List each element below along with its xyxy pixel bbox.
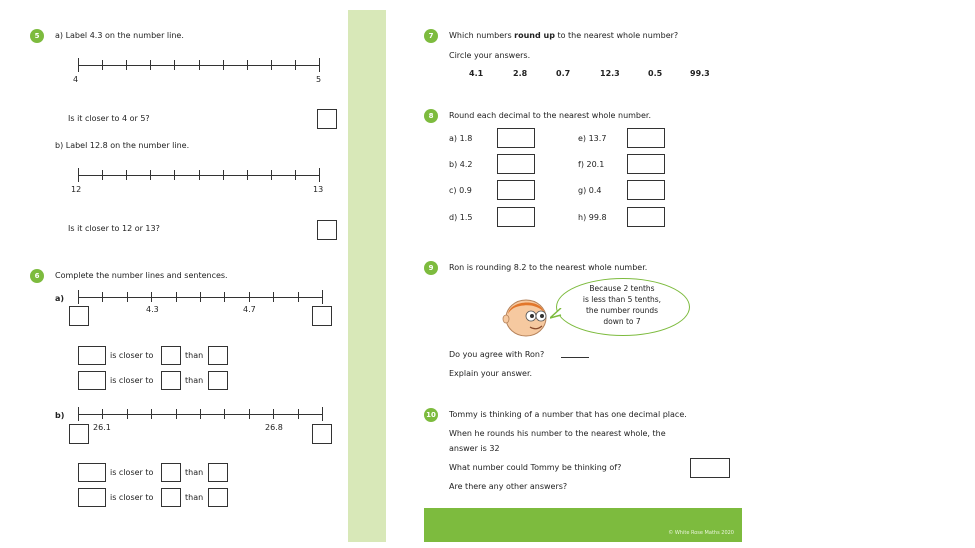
- q10-question: What number could Tommy be thinking of?: [449, 463, 622, 472]
- q6a-s2-box-3[interactable]: [208, 371, 228, 390]
- q5b-tick: [247, 170, 248, 180]
- q5b-tick: [78, 168, 79, 182]
- q5b-tick: [126, 170, 127, 180]
- q6b-tick: [249, 409, 250, 419]
- q6b-tick: [322, 407, 323, 421]
- q6-prompt: Complete the number lines and sentences.: [55, 271, 228, 280]
- q5b-tick: [295, 170, 296, 180]
- q6b-s2-box-3[interactable]: [208, 488, 228, 507]
- q10-line-2: When he rounds his number to the nearest whole, the: [449, 429, 666, 438]
- q8-item-a: a) 1.8: [449, 134, 473, 143]
- than-text: than: [185, 468, 204, 477]
- q5a-tick: [271, 60, 272, 70]
- q8-item-f: f) 20.1: [578, 160, 605, 169]
- q5b-tick: [319, 168, 320, 182]
- q6a-tick: [176, 292, 177, 302]
- q6a-start-box[interactable]: [69, 306, 89, 326]
- q6b-tick: [102, 409, 103, 419]
- q8-answer-g[interactable]: [627, 180, 665, 200]
- q6a-tick: [78, 290, 79, 304]
- q7-option-3[interactable]: 0.7: [556, 69, 571, 78]
- q5b-tick: [199, 170, 200, 180]
- q5a-prompt: a) Label 4.3 on the number line.: [55, 31, 184, 40]
- q6b-tick: [176, 409, 177, 419]
- q8-item-h: h) 99.8: [578, 213, 607, 222]
- q6b-start-box[interactable]: [69, 424, 89, 444]
- q9-agree-blank[interactable]: [561, 357, 589, 358]
- q6a-s1-box-2[interactable]: [161, 346, 181, 365]
- copyright-text: © White Rose Maths 2020: [668, 530, 734, 536]
- closer-to-text: is closer to: [110, 493, 154, 502]
- q6a-tick: [200, 292, 201, 302]
- q6b-end-box[interactable]: [312, 424, 332, 444]
- q8-item-c: c) 0.9: [449, 186, 472, 195]
- q6b-s1-box-2[interactable]: [161, 463, 181, 482]
- closer-to-text: is closer to: [110, 376, 154, 385]
- q5a-question: Is it closer to 4 or 5?: [68, 114, 150, 123]
- q9-explain-prompt: Explain your answer.: [449, 369, 533, 378]
- q6a-s2-box-1[interactable]: [78, 371, 106, 390]
- q6a-s1-box-3[interactable]: [208, 346, 228, 365]
- q5a-tick: [295, 60, 296, 70]
- q6b-mark-1: 26.1: [93, 423, 111, 432]
- closer-to-text: is closer to: [110, 468, 154, 477]
- question-9-badge: 9: [424, 261, 438, 275]
- q6b-tick: [78, 407, 79, 421]
- q5b-tick: [174, 170, 175, 180]
- q5b-end-label: 13: [313, 185, 324, 194]
- page-gutter-strip: [348, 10, 386, 542]
- q6a-tick: [151, 292, 152, 302]
- q5b-tick: [102, 170, 103, 180]
- q6a-s1-box-1[interactable]: [78, 346, 106, 365]
- q8-item-d: d) 1.5: [449, 213, 473, 222]
- q6a-tick: [298, 292, 299, 302]
- q5b-prompt: b) Label 12.8 on the number line.: [55, 141, 190, 150]
- q8-answer-f[interactable]: [627, 154, 665, 174]
- question-7-badge: 7: [424, 29, 438, 43]
- q7-option-2[interactable]: 2.8: [513, 69, 528, 78]
- q6b-s2-box-2[interactable]: [161, 488, 181, 507]
- q6b-label: b): [55, 411, 65, 420]
- q6a-tick: [249, 292, 250, 302]
- q6b-tick: [200, 409, 201, 419]
- than-text: than: [185, 493, 204, 502]
- q6a-tick: [127, 292, 128, 302]
- q6a-tick: [102, 292, 103, 302]
- question-10-badge: 10: [424, 408, 438, 422]
- q8-answer-e[interactable]: [627, 128, 665, 148]
- question-5-badge: 5: [30, 29, 44, 43]
- q5b-tick: [150, 170, 151, 180]
- q6b-s1-box-3[interactable]: [208, 463, 228, 482]
- page-footer: [424, 508, 742, 542]
- q7-option-5[interactable]: 0.5: [648, 69, 663, 78]
- q6b-s1-box-1[interactable]: [78, 463, 106, 482]
- q5a-tick: [78, 58, 79, 72]
- q10-answer-box[interactable]: [690, 458, 730, 478]
- q6a-tick: [273, 292, 274, 302]
- q8-item-g: g) 0.4: [578, 186, 602, 195]
- q5a-tick: [319, 58, 320, 72]
- q5b-answer-box[interactable]: [317, 220, 337, 240]
- q10-prompt: Tommy is thinking of a number that has one decimal place.: [449, 410, 687, 419]
- q6a-label: a): [55, 294, 65, 303]
- q6b-tick: [151, 409, 152, 419]
- q8-answer-b[interactable]: [497, 154, 535, 174]
- q7-instruction: Circle your answers.: [449, 51, 531, 60]
- q5a-tick: [126, 60, 127, 70]
- q6a-mark-2: 4.7: [243, 305, 256, 314]
- q10-line-3: answer is 32: [449, 444, 500, 453]
- q8-item-b: b) 4.2: [449, 160, 473, 169]
- q5b-tick: [271, 170, 272, 180]
- q5a-answer-box[interactable]: [317, 109, 337, 129]
- q7-option-4[interactable]: 12.3: [600, 69, 620, 78]
- q8-answer-a[interactable]: [497, 128, 535, 148]
- closer-to-text: is closer to: [110, 351, 154, 360]
- speech-text: Because 2 tenths is less than 5 tenths, the number rounds down to 7: [582, 284, 662, 326]
- than-text: than: [185, 351, 204, 360]
- q6b-s2-box-1[interactable]: [78, 488, 106, 507]
- q6b-mark-2: 26.8: [265, 423, 283, 432]
- q5a-tick: [199, 60, 200, 70]
- than-text: than: [185, 376, 204, 385]
- q5b-start-label: 12: [71, 185, 82, 194]
- question-8-badge: 8: [424, 109, 438, 123]
- q7-option-1[interactable]: 4.1: [469, 69, 484, 78]
- q5a-tick: [174, 60, 175, 70]
- q7-option-6[interactable]: 99.3: [690, 69, 710, 78]
- q6a-mark-1: 4.3: [146, 305, 159, 314]
- q8-item-e: e) 13.7: [578, 134, 607, 143]
- q8-prompt: Round each decimal to the nearest whole number.: [449, 111, 652, 120]
- q6b-tick: [273, 409, 274, 419]
- q6a-tick: [322, 290, 323, 304]
- q5a-tick: [102, 60, 103, 70]
- q6b-tick: [224, 409, 225, 419]
- q5b-tick: [223, 170, 224, 180]
- q8-answer-c[interactable]: [497, 180, 535, 200]
- q8-answer-h[interactable]: [627, 207, 665, 227]
- q5b-question: Is it closer to 12 or 13?: [68, 224, 160, 233]
- q8-answer-d[interactable]: [497, 207, 535, 227]
- q7-prompt: Which numbers round up to the nearest whole number?: [449, 31, 679, 40]
- q5a-end-label: 5: [316, 75, 322, 84]
- q5a-start-label: 4: [73, 75, 79, 84]
- q6a-tick: [224, 292, 225, 302]
- q10-other-question: Are there any other answers?: [449, 482, 568, 491]
- q6b-tick: [298, 409, 299, 419]
- q6b-tick: [127, 409, 128, 419]
- ron-character-icon: [500, 294, 556, 338]
- q9-agree-question: Do you agree with Ron?: [449, 350, 545, 359]
- q5a-tick: [247, 60, 248, 70]
- q5a-tick: [150, 60, 151, 70]
- question-6-badge: 6: [30, 269, 44, 283]
- q5a-tick: [223, 60, 224, 70]
- q6a-end-box[interactable]: [312, 306, 332, 326]
- q9-prompt: Ron is rounding 8.2 to the nearest whole number.: [449, 263, 648, 272]
- q6a-s2-box-2[interactable]: [161, 371, 181, 390]
